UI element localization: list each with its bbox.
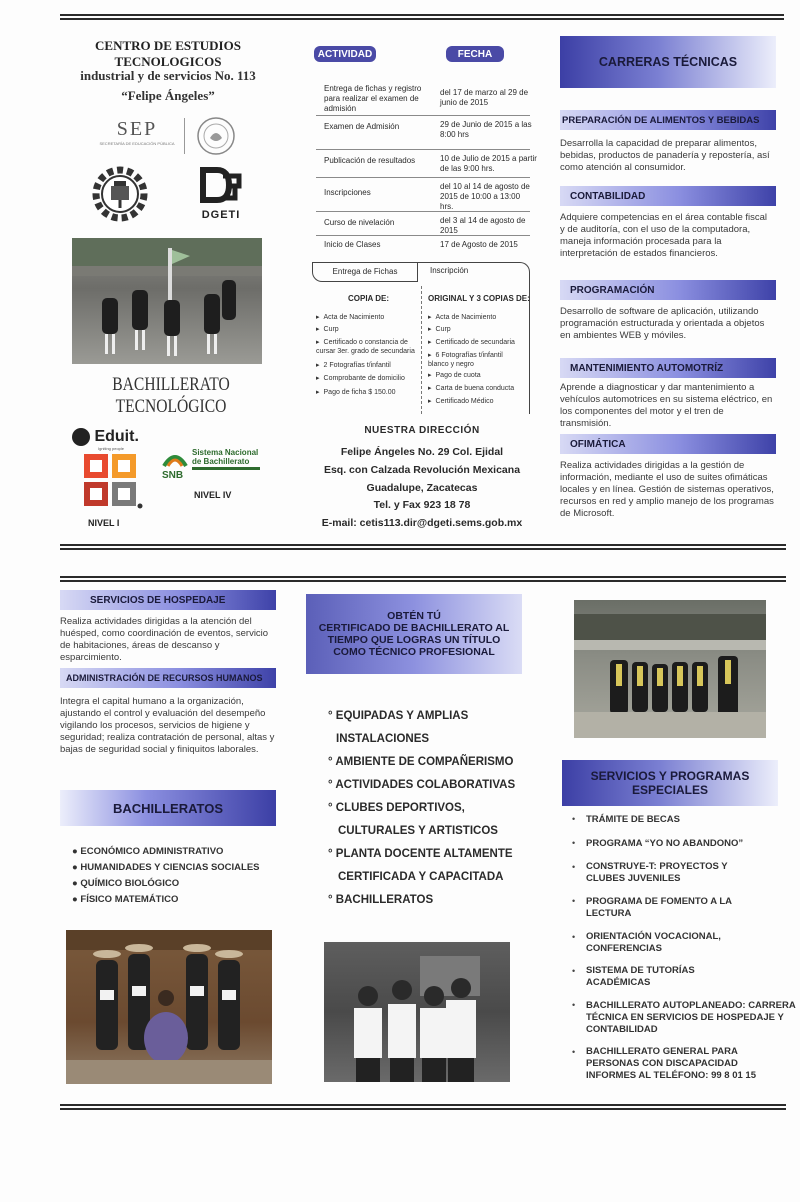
school-subtitle: industrial y de servicios No. 113	[80, 68, 256, 83]
career-description: Desarrollo de software de aplicación, utilizando programación estructurada y orientada a objetos en ambientes WEB y móviles.	[560, 306, 765, 341]
feature-item: CULTURALES Y ARTISTICOS	[338, 825, 498, 837]
mexico-seal-icon	[196, 116, 236, 156]
requirements-left-heading: COPIA DE:	[348, 294, 390, 303]
students-ceremony-photo	[72, 238, 262, 364]
schedule-row: Publicación de resultados 10 de Julio de 2015 a partir de las 9:00 hrs.	[316, 154, 530, 178]
bullet-dot-icon: •	[572, 838, 576, 848]
nivel-iv-label: NIVEL IV	[194, 490, 232, 500]
feature-item: ° CLUBES DEPORTIVOS,	[328, 802, 465, 814]
mid-rule-upper	[60, 544, 786, 550]
bullet-dot-icon: •	[572, 966, 576, 976]
requirement-item: ▸ Certificado Médico	[428, 398, 528, 407]
requirement-item: ▸ Carta de buena conducta	[428, 385, 528, 394]
service-item: TRÁMITE DE BECAS	[586, 814, 680, 825]
sep-divider	[184, 118, 185, 154]
feature-item: CERTIFICADA Y CAPACITADA	[338, 871, 504, 883]
bullet-dot-icon: •	[572, 1047, 576, 1057]
staff-group-photo	[324, 942, 510, 1082]
feature-item: ° AMBIENTE DE COMPAÑERISMO	[328, 756, 514, 768]
schedule-row: Examen de Admisión 29 de Junio de 2015 a las 8:00 hrs	[316, 120, 530, 150]
graduation-photo	[574, 600, 766, 738]
careers-banner: CARRERAS TÉCNICAS	[560, 36, 776, 88]
bullet-dot-icon: •	[572, 932, 576, 942]
column-date-header: FECHA	[446, 46, 504, 62]
requirement-item: ▸ Curp	[428, 326, 528, 335]
career-heading: PROGRAMACIÓN	[560, 280, 776, 300]
bachillerato-item: ● QUÍMICO BIOLÓGICO	[72, 878, 180, 889]
feature-item: INSTALACIONES	[336, 733, 430, 745]
promo-banner: OBTÉN TÚ CERTIFICADO DE BACHILLERATO AL TIEMPO QUE LOGRAS UN TÍTULO COMO TÉCNICO PROFESIONAL	[306, 594, 522, 674]
requirements-tab-right: Inscripción	[430, 266, 469, 275]
service-item: CONSTRUYE-T: PROYECTOS Y CLUBES JUVENILES	[586, 861, 728, 884]
rrhh-description: Integra el capital humano a la organización, ajustando el control y evaluación del desempeño vigilando los procesos, servicios de higiene y seguridad; realiza contratación de personal, altas y bajas de seguridad social y finiquitos laborales.	[60, 696, 275, 755]
address-line-1: Felipe Ángeles No. 29 Col. Ejidal	[340, 446, 504, 458]
service-item: PROGRAMA DE FOMENTO A LA LECTURA	[586, 896, 732, 919]
feature-item: ° EQUIPADAS Y AMPLIAS	[328, 710, 469, 722]
hospedaje-description: Realiza actividades dirigidas a la atención del huésped, como coordinación de eventos, servicio de habitaciones, áreas de descanso y esparcimiento.	[60, 616, 269, 663]
schedule-row: Curso de nivelación del 3 al 14 de agosto de 2015	[316, 216, 530, 236]
bullet-dot-icon: •	[572, 862, 576, 872]
bachillerato-item: ● ECONÓMICO ADMINISTRATIVO	[72, 846, 224, 857]
schedule-row: Inicio de Clases 17 de Agosto de 2015	[324, 240, 518, 249]
bachilleratos-banner: BACHILLERATOS	[60, 790, 276, 826]
requirement-item: ▸ Pago de ficha $ 150.00	[316, 389, 420, 398]
requirement-item: ▸ Acta de Nacimiento	[316, 314, 420, 323]
certification-logo-icon	[82, 452, 144, 512]
address-phone: Tel. y Fax 923 18 78	[373, 499, 471, 511]
service-item: SISTEMA DE TUTORÍAS ACADÉMICAS	[586, 965, 695, 988]
feature-item: ° PLANTA DOCENTE ALTAMENTE	[328, 848, 513, 860]
dgeti-logo: DGETI	[196, 166, 246, 222]
bachillerato-item: ● FÍSICO MATEMÁTICO	[72, 894, 179, 905]
top-rule	[60, 14, 784, 20]
career-heading: PREPARACIÓN DE ALIMENTOS Y BEBIDAS	[560, 110, 776, 130]
requirement-item: ▸ Certificado de secundaria	[428, 339, 528, 348]
bullet-dot-icon: •	[572, 896, 576, 906]
requirement-item: ▸ Acta de Nacimiento	[428, 314, 528, 323]
bachillerato-item: ● HUMANIDADES Y CIENCIAS SOCIALES	[72, 862, 260, 873]
feature-item: ° BACHILLERATOS	[328, 894, 434, 906]
bullet-dot-icon: •	[572, 1000, 576, 1010]
address-line-2: Esq. con Calzada Revolución Mexicana	[323, 464, 521, 476]
service-item: PROGRAMA “YO NO ABANDONO”	[586, 838, 744, 849]
service-item: BACHILLERATO GENERAL PARA PERSONAS CON DISCAPACIDAD INFORMES AL TELÉFONO: 99 8 01 15	[586, 1046, 756, 1081]
mid-rule-lower	[60, 576, 786, 582]
requirements-divider	[421, 286, 422, 414]
bottom-rule	[60, 1104, 786, 1110]
program-title: BACHILLERATO TECNOLÓGICO	[112, 374, 230, 417]
school-namesake: “Felipe Ángeles”	[121, 88, 215, 103]
eduit-mark-icon	[72, 428, 90, 446]
career-heading: MANTENIMIENTO AUTOMOTRÍZ	[560, 358, 776, 378]
sep-logo: SEP SECRETARÍA DE EDUCACIÓN PÚBLICA	[99, 118, 175, 146]
career-description: Desarrolla la capacidad de preparar alimentos, bebidas, productos de panadería y repostería, así como atención al consumidor.	[560, 138, 770, 173]
requirement-item: ▸ Comprobante de domicilio	[316, 375, 420, 384]
career-description: Aprende a diagnosticar y dar mantenimiento a vehículos automotrices en su sistema eléctrico, en los componentes del motor y el tren de transmisión.	[560, 382, 773, 429]
requirement-item: ▸ Certificado o constancia de cursar 3er. grado de secundaria	[316, 339, 420, 356]
eduit-logo: Eduit. Igniting people	[72, 428, 152, 452]
service-item: ORIENTACIÓN VOCACIONAL, CONFERENCIAS	[586, 931, 721, 954]
rrhh-heading: ADMINISTRACIÓN DE RECURSOS HUMANOS	[60, 668, 276, 688]
requirement-item: ▸ 2 Fotografías t/infantil	[316, 362, 420, 371]
bullet-dot-icon: •	[572, 814, 576, 824]
address-email[interactable]: E-mail: cetis113.dir@dgeti.sems.gob.mx	[321, 517, 523, 529]
career-description: Adquiere competencias en el área contable fiscal y de auditoría, con el uso de la computadora, maneja información procesada para la interpretación de estados financieros.	[560, 212, 768, 259]
requirements-tab-left: Entrega de Fichas	[312, 262, 418, 282]
school-name: CENTRO DE ESTUDIOS TECNOLOGICOS	[95, 38, 241, 69]
career-description: Realiza actividades dirigidas a la gestión de información, mediante el uso de suites ofimáticas locales y en línea. Gestión de sistemas operativos, recursos en red y amplio manejo de los programas de Microsoft.	[560, 460, 774, 519]
service-item: BACHILLERATO AUTOPLANEADO: CARRERA TÉCNICA EN SERVICIOS DE HOSPEDAJE Y CONTABILIDAD	[586, 1000, 796, 1035]
nivel-i-label: NIVEL I	[88, 518, 120, 528]
schedule-row: Entrega de fichas y registro para realizar el examen de admisión del 17 de marzo al 29 de junio de 2015	[316, 84, 530, 116]
career-heading: CONTABILIDAD	[560, 186, 776, 206]
schedule-row: Inscripciones del 10 al 14 de agosto de 2015 de 10:00 a 13:00 hrs.	[316, 182, 530, 212]
requirements-right-heading: ORIGINAL Y 3 COPIAS DE:	[428, 294, 530, 303]
snb-logo: Sistema Nacional de Bachillerato SNB	[162, 448, 259, 481]
address-line-3: Guadalupe, Zacatecas	[366, 482, 478, 494]
column-activity-header: ACTIVIDAD	[314, 46, 376, 62]
requirement-item: ▸ 6 Fotografías t/infantil blanco y negro	[428, 352, 518, 369]
folk-dancers-photo	[66, 930, 272, 1084]
career-heading: OFIMÁTICA	[560, 434, 776, 454]
requirement-item: ▸ Pago de cuota	[428, 372, 528, 381]
gear-logo-icon	[92, 166, 148, 222]
feature-item: ° ACTIVIDADES COLABORATIVAS	[328, 779, 516, 791]
address-heading: NUESTRA DIRECCIÓN	[364, 425, 480, 436]
hospedaje-heading: SERVICIOS DE HOSPEDAJE	[60, 590, 276, 610]
services-banner: SERVICIOS Y PROGRAMAS ESPECIALES	[562, 760, 778, 806]
snb-underline	[192, 467, 260, 470]
requirement-item: ▸ Curp	[316, 326, 420, 335]
